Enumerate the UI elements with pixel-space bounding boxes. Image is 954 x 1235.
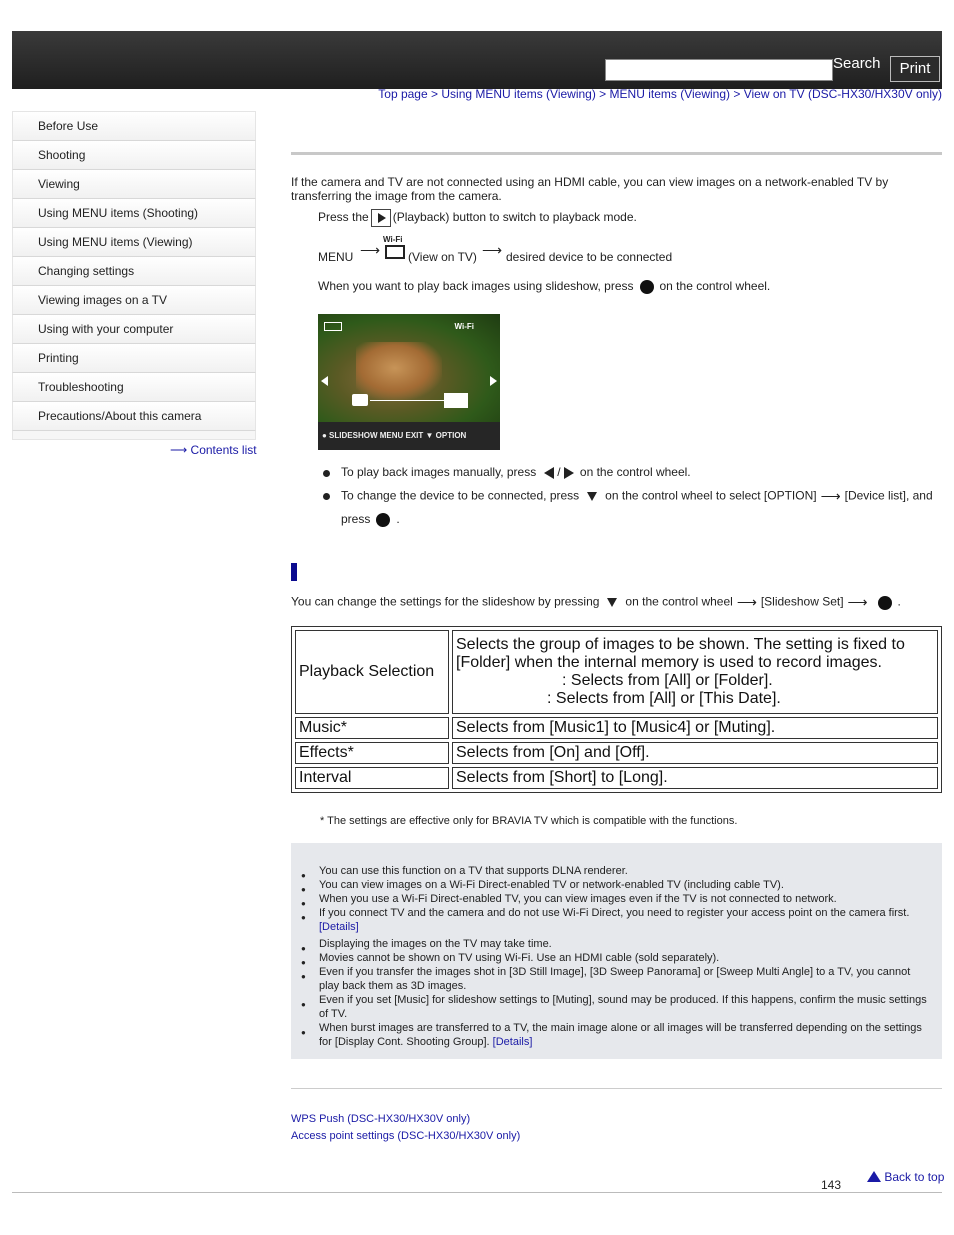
note-text: When burst images are transferred to a TV, the main image alone or all images will be transferred depending on the settings for [Display Cont. Shooting Group].	[319, 1022, 922, 1048]
table-cell-label: Playback Selection	[295, 630, 449, 714]
slideshow-text	[291, 594, 901, 611]
breadcrumb-separator: >	[595, 87, 610, 101]
desc-text: : Selects from [All] or [This Date].	[547, 690, 781, 707]
note-item: Even if you transfer the images shot in [3D Still Image], [3D Sweep Panorama] or [Sweep Multi Angle] to a TV, you cannot play back them as 3D images.	[319, 966, 911, 992]
sidebar-item-shooting[interactable]	[12, 141, 256, 170]
left-button-icon	[544, 467, 554, 479]
note-item: You can use this function on a TV that supports DLNA renderer.	[319, 865, 628, 877]
sidebar-item-changing-settings[interactable]	[12, 257, 256, 286]
table-cell-desc: Selects from [Music1] to [Music4] or [Muting].	[452, 717, 938, 739]
note-text: If you connect TV and the camera and do not use Wi-Fi Direct, you need to register your access point on the camera first.	[319, 907, 910, 919]
sidebar-item-viewing[interactable]	[12, 170, 256, 199]
related-divider	[291, 1088, 942, 1089]
bullet-text: To play back images manually, press	[341, 465, 537, 479]
center-button-icon	[640, 280, 654, 294]
sidebar-item-label: Before Use	[38, 119, 99, 133]
slideshow-settings-table	[291, 626, 942, 793]
related-link-wps-push[interactable]: WPS Push (DSC-HX30/HX30V only)	[291, 1113, 471, 1125]
tv-icon	[444, 393, 468, 408]
contents-list-link[interactable]	[170, 443, 257, 457]
step-1	[318, 209, 637, 227]
bullet-icon	[301, 1024, 311, 1032]
breadcrumb-link[interactable]: Using MENU items (Viewing)	[441, 87, 596, 101]
right-arrow-icon	[490, 376, 497, 386]
view-on-tv-icon	[383, 235, 407, 263]
bullet-icon	[301, 867, 311, 875]
breadcrumb-link[interactable]: View on TV (DSC-HX30/HX30V only)	[743, 87, 942, 101]
bullet-icon	[301, 996, 311, 1004]
header-bar	[12, 31, 942, 89]
breadcrumb-separator: >	[427, 87, 442, 101]
left-arrow-icon	[321, 376, 328, 386]
arrow-right-icon	[737, 594, 757, 611]
breadcrumb-separator: >	[730, 87, 744, 101]
note-item: When you use a Wi-Fi Direct-enabled TV, you can view images even if the TV is not connected to network.	[319, 893, 837, 905]
sidebar-footer	[12, 431, 256, 440]
sidebar-item-label: Using MENU items (Shooting)	[38, 206, 199, 220]
sidebar-item-label: Viewing images on a TV	[38, 293, 167, 307]
screen-bottom-bar: ● SLIDESHOW MENU EXIT ▼ OPTION	[318, 422, 500, 450]
bullet-text: on the control wheel.	[579, 465, 691, 479]
bullet-text: .	[396, 512, 400, 526]
center-button-icon	[878, 596, 892, 610]
back-to-top-label[interactable]: Back to top	[884, 1170, 945, 1184]
table-cell-desc: Selects from [On] and [Off].	[452, 742, 938, 764]
note-item	[319, 1021, 931, 1049]
note-item	[319, 906, 931, 934]
sidebar-item-label: Shooting	[38, 148, 86, 162]
bullet-text: To change the device to be connected, press	[341, 488, 580, 503]
table-cell-label: Effects*	[295, 742, 449, 764]
bullet-icon	[301, 940, 311, 948]
center-button-icon	[376, 513, 390, 527]
sidebar-item-menu-shooting[interactable]	[12, 199, 256, 228]
table-cell-desc	[452, 630, 938, 714]
bullet-icon	[301, 968, 311, 976]
back-to-top-link[interactable]	[867, 1170, 944, 1184]
camera-icon	[352, 394, 368, 406]
bullet-continuation	[341, 512, 400, 527]
bullet-text: [Device list], and	[844, 488, 933, 503]
right-button-icon	[564, 467, 574, 479]
note-item: Movies cannot be shown on TV using Wi-Fi. Use an HDMI cable (sold separately).	[319, 952, 720, 964]
playback-icon	[371, 209, 391, 227]
sidebar-item-label: Printing	[38, 351, 79, 365]
bullet-icon	[301, 954, 311, 962]
step-text: (Playback) button to switch to playback mode.	[392, 210, 637, 225]
note-item: Displaying the images on the TV may take time.	[319, 938, 552, 950]
table-cell-desc: Selects from [Short] to [Long].	[452, 767, 938, 789]
sidebar-nav	[12, 111, 256, 440]
wifi-label: Wi-Fi	[383, 235, 403, 244]
sidebar-item-label: Viewing	[38, 177, 80, 191]
sidebar-item-label: Precautions/About this camera	[38, 409, 202, 423]
sidebar-item-label: Changing settings	[38, 264, 135, 278]
table-row	[295, 717, 938, 739]
desc-text: : Selects from [All] or [Folder].	[562, 672, 773, 689]
arrow-right-icon	[360, 242, 380, 259]
body-text: You can change the settings for the slideshow by pressing	[291, 594, 600, 609]
sidebar-item-label: Troubleshooting	[38, 380, 124, 394]
sidebar-item-precautions[interactable]	[12, 402, 256, 431]
table-footnote: * The settings are effective only for BRAVIA TV which is compatible with the functions.	[320, 815, 738, 827]
breadcrumb-link[interactable]: Top page	[378, 87, 428, 101]
step-text: When you want to play back images using slideshow, press	[318, 279, 634, 293]
transfer-line	[370, 400, 444, 401]
kitten-shape	[356, 342, 442, 400]
arrow-right-icon	[482, 242, 502, 259]
camera-screen-image	[318, 314, 500, 450]
bullet-text: press	[341, 512, 371, 526]
body-text: [Slideshow Set]	[760, 594, 844, 609]
desc-text: Selects the group of images to be shown. The setting is fixed to [Folder] when the internal memory is used to record images.	[456, 636, 905, 671]
arrow-right-icon	[821, 488, 841, 505]
sidebar-item-menu-viewing[interactable]	[12, 228, 256, 257]
arrow-right-icon	[848, 594, 868, 611]
body-text: .	[897, 594, 901, 609]
bullet-icon	[301, 909, 311, 917]
sidebar-item-computer[interactable]	[12, 315, 256, 344]
title-divider	[291, 152, 942, 155]
step-text: MENU	[318, 250, 354, 264]
step-3	[318, 279, 770, 294]
sidebar-item-label: Using with your computer	[38, 322, 174, 336]
bullet-icon	[301, 881, 311, 889]
down-button-icon	[587, 492, 597, 501]
table-cell-label: Interval	[295, 767, 449, 789]
section-marker	[291, 563, 297, 581]
table-row	[295, 767, 938, 789]
sidebar-item-viewing-tv[interactable]	[12, 286, 256, 315]
breadcrumb	[378, 87, 942, 101]
note-item: You can view images on a Wi-Fi Direct-enabled TV or network-enabled TV (including cable TV).	[319, 879, 784, 891]
details-link[interactable]: [Details]	[492, 1036, 533, 1048]
related-link-access-point[interactable]: Access point settings (DSC-HX30/HX30V only)	[291, 1130, 521, 1142]
bullet-text: /	[557, 465, 561, 479]
note-item: Even if you set [Music] for slideshow settings to [Muting], sound may be produced. If this happens, confirm the music settings of TV.	[319, 994, 927, 1020]
step-text: Press the	[318, 210, 369, 225]
step-text: (View on TV)	[408, 250, 477, 264]
search-input[interactable]	[605, 59, 833, 81]
search-button[interactable]: Search	[833, 55, 881, 72]
table-row	[295, 742, 938, 764]
bullet-icon	[301, 895, 311, 903]
sidebar-item-troubleshooting[interactable]	[12, 373, 256, 402]
breadcrumb-link[interactable]: MENU items (Viewing)	[609, 87, 730, 101]
sidebar-item-label: Using MENU items (Viewing)	[38, 235, 193, 249]
arrow-right-icon: ⟶	[170, 443, 188, 457]
wifi-indicator: Wi-Fi	[454, 322, 474, 331]
up-arrow-icon	[867, 1171, 881, 1182]
bullet-text: on the control wheel to select [OPTION]	[605, 488, 817, 503]
contents-list-label[interactable]: Contents list	[190, 443, 257, 457]
body-text: on the control wheel	[625, 594, 733, 609]
table-row	[295, 630, 938, 714]
battery-icon	[324, 322, 342, 331]
intro-text: If the camera and TV are not connected using an HDMI cable, you can view images on a network-enabled TV by transferring the image from the camera.	[291, 175, 889, 203]
print-button[interactable]: Print	[890, 56, 940, 82]
step-text: desired device to be connected	[506, 250, 673, 264]
down-button-icon	[607, 598, 617, 607]
footer-divider	[12, 1192, 942, 1193]
step-text: on the control wheel.	[659, 279, 771, 293]
details-link[interactable]: [Details]	[319, 921, 359, 933]
page-number: 143	[821, 1178, 842, 1192]
table-cell-label: Music*	[295, 717, 449, 739]
sidebar-item-before-use[interactable]	[12, 111, 256, 141]
sidebar-item-printing[interactable]	[12, 344, 256, 373]
